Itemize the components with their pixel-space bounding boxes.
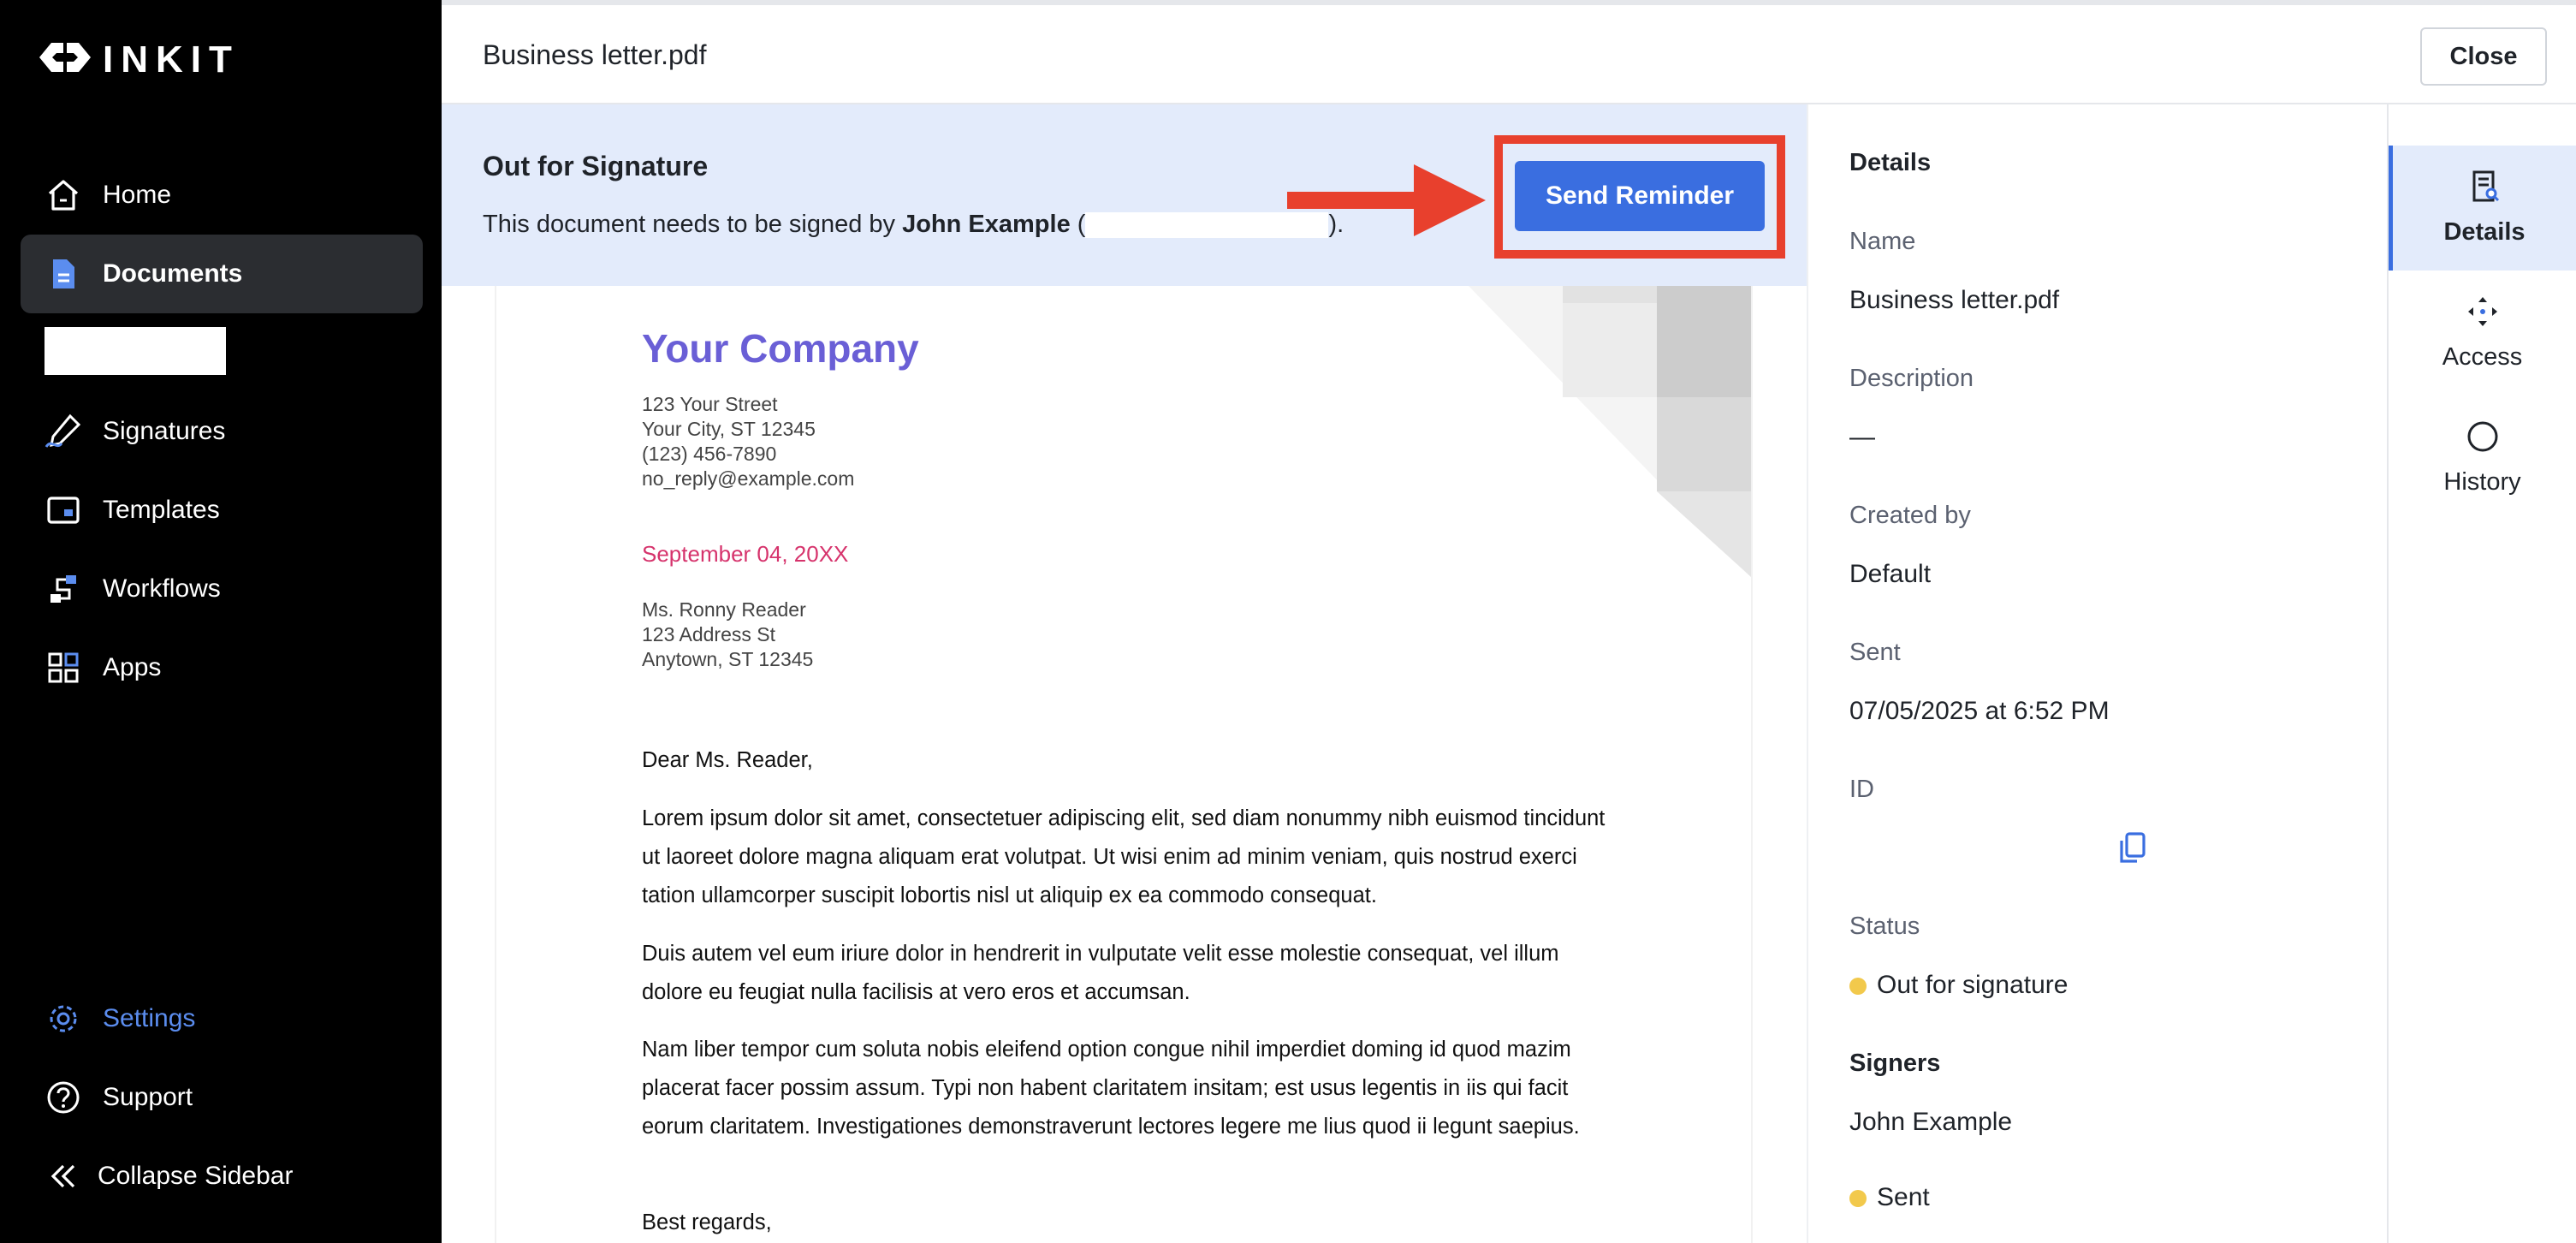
sidebar-item-documents[interactable] xyxy=(21,235,423,313)
page-title: Business letter.pdf xyxy=(483,39,707,70)
details-panel xyxy=(1807,104,2389,1243)
sidebar-item-templates[interactable] xyxy=(21,471,423,550)
tab-details[interactable] xyxy=(2389,146,2576,271)
apps-icon xyxy=(45,649,82,687)
address-line: Ms. Ronny Reader xyxy=(642,598,806,621)
home-icon xyxy=(45,176,82,214)
paragraph: Duis autem vel eum iriure dolor in hendrerit in vulputate velit esse molestie consequat, vel illum dolore eu feugiat nulla facilisis at vero eros et accumsan. xyxy=(642,942,1559,1004)
banner-text xyxy=(483,211,1344,239)
address-line: Your City, ST 12345 xyxy=(642,418,816,440)
banner-text-prefix: This document needs to be signed by xyxy=(483,211,903,238)
document-icon xyxy=(45,255,82,293)
copy-icon[interactable] xyxy=(2118,832,2147,869)
description-value: — xyxy=(1849,423,1875,451)
collapse-sidebar-button[interactable] xyxy=(21,1137,423,1216)
redacted-item xyxy=(45,327,226,375)
tab-history[interactable] xyxy=(2389,396,2576,520)
sidebar-item-label: Templates xyxy=(103,496,220,524)
sidebar-item-label: Signatures xyxy=(103,417,226,445)
banner-title: Out for Signature xyxy=(483,151,709,181)
sender-address xyxy=(642,392,854,491)
address-line: Anytown, ST 12345 xyxy=(642,648,814,670)
signature-icon xyxy=(45,413,82,450)
sidebar-item-apps[interactable] xyxy=(21,628,423,707)
page-decoration xyxy=(1469,286,1751,581)
address-line: 123 Your Street xyxy=(642,393,778,415)
created-by-value: Default xyxy=(1849,560,1932,588)
status-text: Out for signature xyxy=(1877,971,2069,999)
sent-label: Sent xyxy=(1849,639,1901,666)
close-button[interactable]: Close xyxy=(2420,27,2547,86)
name-label: Name xyxy=(1849,228,1916,255)
description-label: Description xyxy=(1849,365,1974,392)
address-line: 123 Address St xyxy=(642,623,775,645)
document-preview[interactable] xyxy=(442,286,1807,1243)
template-icon xyxy=(45,491,82,529)
details-heading: Details xyxy=(1849,149,1932,176)
header-bar xyxy=(442,0,2576,104)
right-rail xyxy=(2389,104,2576,1243)
workflow-icon xyxy=(45,570,82,608)
details-icon xyxy=(2467,170,2502,208)
status-label: Status xyxy=(1849,913,1920,940)
inkit-logo-icon xyxy=(39,38,91,81)
sidebar-item-signatures[interactable] xyxy=(21,392,423,471)
signer-name: John Example xyxy=(1849,1108,2013,1136)
banner-open-paren: ( xyxy=(1070,211,1086,238)
document-page xyxy=(495,286,1753,1243)
send-reminder-button[interactable]: Send Reminder xyxy=(1515,161,1765,231)
tab-access[interactable] xyxy=(2389,271,2576,396)
tab-label: History xyxy=(2443,468,2521,496)
sidebar-item-settings[interactable] xyxy=(21,979,423,1058)
address-line: (123) 456-7890 xyxy=(642,443,777,465)
tab-label: Access xyxy=(2442,343,2523,371)
tab-label: Details xyxy=(2443,218,2526,246)
signers-heading: Signers xyxy=(1849,1050,1941,1077)
sidebar xyxy=(0,0,442,1243)
sidebar-item-label: Workflows xyxy=(103,574,221,603)
sidebar-item-support[interactable] xyxy=(21,1058,423,1137)
letter-date: September 04, 20XX xyxy=(642,541,849,567)
status-value xyxy=(1849,971,2068,1000)
created-by-label: Created by xyxy=(1849,502,1971,529)
banner-signer-name: John Example xyxy=(902,211,1071,238)
help-icon xyxy=(45,1079,82,1116)
recipient-address xyxy=(642,598,813,672)
annotation-arrow-icon xyxy=(1287,164,1486,241)
id-label: ID xyxy=(1849,776,1874,803)
status-dot xyxy=(1849,1190,1867,1207)
company-name: Your Company xyxy=(642,326,919,371)
history-icon xyxy=(2466,419,2500,458)
sidebar-item-workflows[interactable] xyxy=(21,550,423,628)
sidebar-item-label: Apps xyxy=(103,653,162,681)
sidebar-item-label: Support xyxy=(103,1083,193,1111)
sidebar-item-home[interactable] xyxy=(21,156,423,235)
banner-close-paren: ). xyxy=(1328,211,1344,238)
signature-banner xyxy=(442,104,1807,286)
address-line: no_reply@example.com xyxy=(642,467,855,490)
signer-status xyxy=(1849,1183,1930,1212)
salutation: Dear Ms. Reader, xyxy=(642,748,813,772)
sidebar-item-label: Documents xyxy=(103,259,243,288)
logo[interactable] xyxy=(39,38,240,81)
move-icon xyxy=(2466,294,2500,333)
sidebar-item-label: Settings xyxy=(103,1004,196,1032)
gear-icon xyxy=(45,1000,82,1038)
paragraph: Lorem ipsum dolor sit amet, consectetuer adipiscing elit, sed diam nonummy nibh euismod tincidunt ut laoreet dolore magna aliquam erat volutpat. Ut wisi enim ad minim veniam, quis nostrud exerci tation ullamcorper suscipit lobortis nisl ut aliquip ex ea commodo consequat. xyxy=(642,806,1606,907)
sent-value: 07/05/2025 at 6:52 PM xyxy=(1849,697,2110,725)
closing: Best regards, xyxy=(642,1210,772,1234)
paragraph: Nam liber tempor cum soluta nobis eleifend option congue nihil imperdiet doming id quod mazim placerat facer possim assum. Typi non habent claritatem insitam; est usus legentis in iis qui facit eorum claritatem. Investigationes demonstraverunt lectores legere me lius quod ii legunt saepius. xyxy=(642,1038,1580,1139)
sidebar-item-label: Home xyxy=(103,181,172,209)
logo-text: INKIT xyxy=(103,38,240,80)
name-value: Business letter.pdf xyxy=(1849,286,2060,314)
sidebar-item-label: Collapse Sidebar xyxy=(98,1162,294,1190)
signer-status-text: Sent xyxy=(1877,1183,1930,1211)
chevron-double-left-icon xyxy=(45,1157,82,1195)
status-dot xyxy=(1849,978,1867,995)
